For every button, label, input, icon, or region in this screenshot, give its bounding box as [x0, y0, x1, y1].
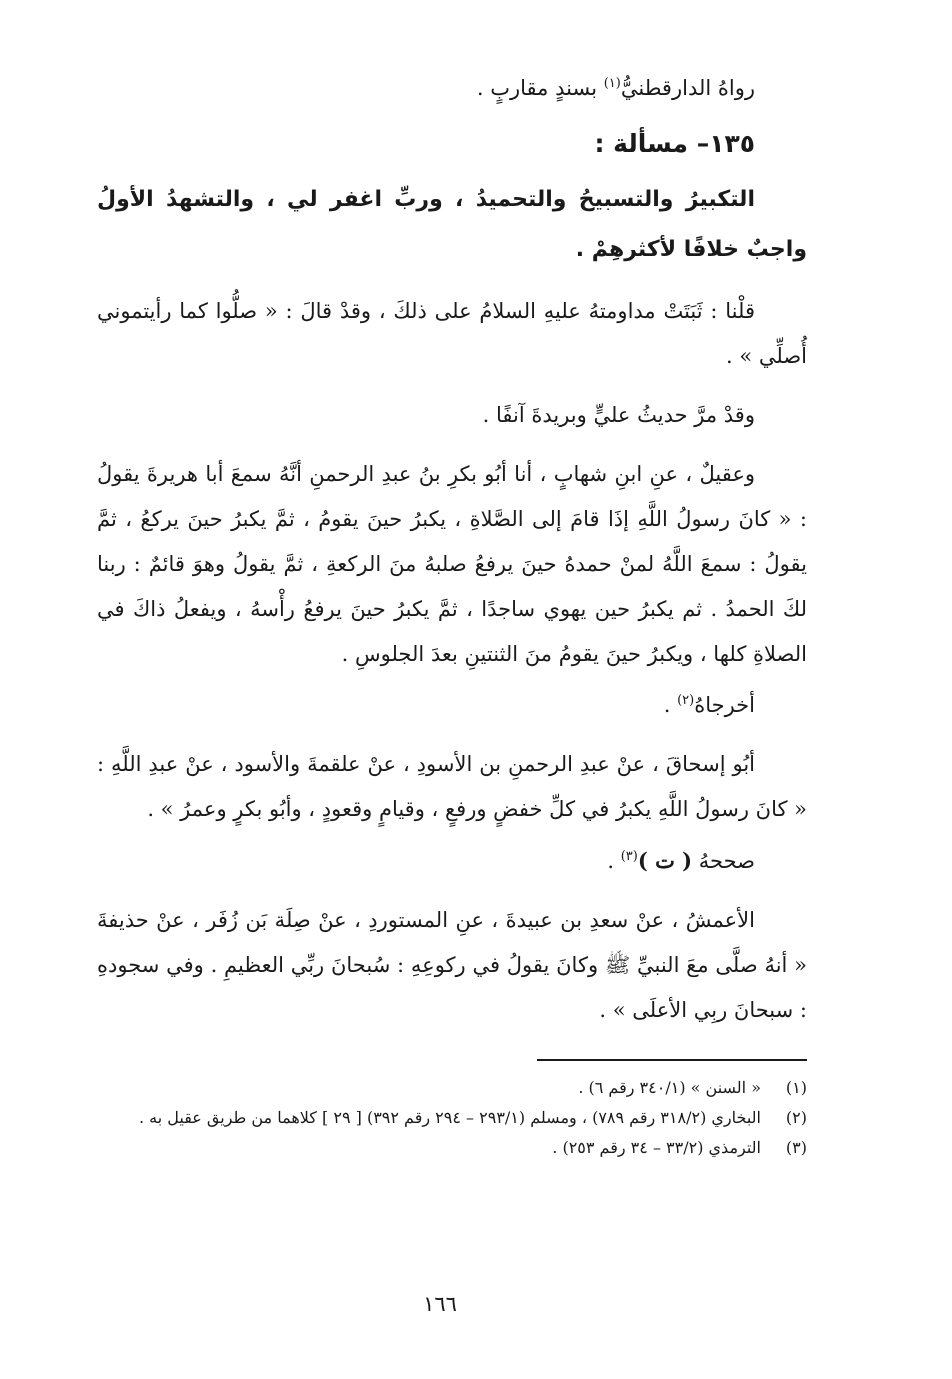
- takhrij-2-end: .: [607, 849, 621, 873]
- footnote-item: [97, 1103, 807, 1133]
- takhrij-end: .: [663, 693, 678, 717]
- footnote-text: الترمذي (٣٣/٢ – ٣٤ رقم ٢٥٣) .: [552, 1138, 761, 1157]
- paragraph-takhrij-1: [97, 683, 807, 728]
- intro-text: رواهُ الدارقطنيُّ: [620, 76, 755, 100]
- footnote-text: البخاري (٣١٨/٢ رقم ٧٨٩) ، ومسلم (٢٩٣/١ – ٢٩٤ رقم ٣٩٢) [ ٢٩ ] كلاهما من طريق عقيل به .: [138, 1108, 761, 1127]
- footnote-text: « السنن » (٣٤٠/١ رقم ٦) .: [578, 1078, 761, 1097]
- tirmidhi-symbol: ( ت ): [637, 848, 693, 873]
- footnote-ref-2[interactable]: (٢): [677, 693, 695, 708]
- footnote-ref-3[interactable]: (٣): [620, 849, 638, 864]
- footnote-number: (١): [785, 1078, 807, 1097]
- footnote-number: (٣): [785, 1138, 807, 1157]
- ruling-statement: التكبيرُ والتسبيحُ والتحميدُ ، وربِّ اغفر لي ، والتشهدُ الأولُ واجبٌ خلافًا لأكثرهِمْ .: [97, 187, 807, 262]
- page-body: [97, 66, 807, 1163]
- intro-line: [97, 66, 807, 111]
- paragraph-takhrij-2: [97, 838, 807, 884]
- footnote-ref-1[interactable]: (١): [603, 76, 621, 91]
- paragraph-hadith-hudhayfa: الأعمشُ ، عنْ سعدِ بن عبيدةَ ، عنِ المستوردِ ، عنْ صِلَة بَن زُفَر ، عنْ حذيفةَ « أنهُ صلَّى معَ النبيِّ ﷺ وكانَ يقولُ في ركوعِهِ : سُبحانَ ربِّي العظيمِ . وفي سجودهِ : سبحانَ ربِي الأعلَى » .: [97, 908, 807, 1022]
- paragraph-reference: وقدْ مرَّ حديثُ عليٍّ وبريدةَ آنفًا .: [482, 403, 755, 427]
- paragraph-hadith-abu-hurayra: وعقيلٌ ، عنِ ابنِ شهابٍ ، أنا أبُو بكرِ بنُ عبدِ الرحمنِ أنَّهُ سمعَ أبا هريرةَ يقولُ : « كانَ رسولُ اللَّهِ إذَا قامَ إلى الصَّلاةِ ، يكبرُ حينَ يقومُ ، ثمَّ يكبرُ حينَ يركعُ ، ثمَّ يقولُ : سمعَ اللَّهُ لمنْ حمدهُ حينَ يرفعُ صلبهُ منَ الركعةِ ، ثمَّ يقولُ وهوَ قائمٌ : ربنا لكَ الحمدُ . ثم يكبرُ حين يهوي ساجدًا ، ثمَّ يكبرُ حينَ يرفعُ رأْسهُ ، ويفعلُ ذاكَ في الصلاةِ كلها ، ويكبرُ حينَ يقومُ منَ الثنتينِ بعدَ الجلوسِ .: [97, 462, 807, 666]
- paragraph-hadith-abdullah: أبُو إسحاقَ ، عنْ عبدِ الرحمنِ بن الأسودِ ، عنْ علقمةَ والأسود ، عنْ عبدِ اللَّهِ : « كانَ رسولُ اللَّهِ يكبرُ في كلِّ خفضٍ ورفعٍ ، وقيامٍ وقعودٍ ، وأبُو بكرٍ وعمرُ » .: [97, 752, 807, 821]
- page-number: ١٦٦: [423, 1292, 457, 1316]
- footnotes: [97, 1073, 807, 1163]
- takhrij-text: أخرجاهُ: [694, 693, 755, 717]
- paragraph-argument: قلْنا : ثَبَتَتْ مداومتهُ عليهِ السلامُ على ذلكَ ، وقدْ قالَ : « صلُّوا كما رأيتموني أُصلِّي » .: [97, 299, 807, 368]
- footnote-number: (٢): [785, 1108, 807, 1127]
- footnote-item: [97, 1133, 807, 1163]
- footnote-item: [97, 1073, 807, 1103]
- takhrij-2-text: صححهُ: [692, 849, 755, 873]
- section-heading: ١٣٥– مسألة :: [594, 129, 755, 158]
- footnote-divider: [537, 1059, 807, 1061]
- intro-text-end: بسندٍ مقاربٍ .: [476, 76, 604, 100]
